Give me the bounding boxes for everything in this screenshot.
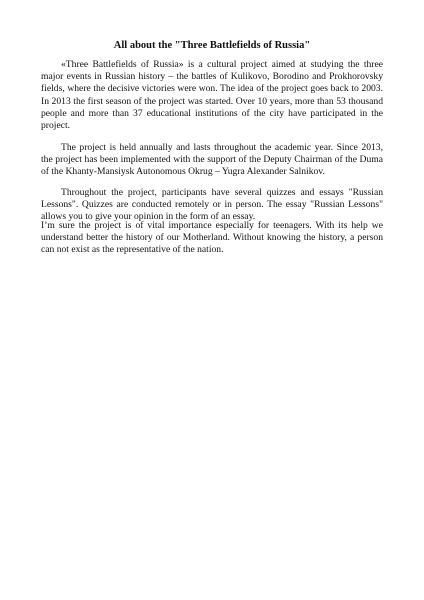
paragraph-project-intro: «Three Battlefields of Russia» is a cultural project aimed at studying the three major events in Russian history – the battles of Kulikovo, Borodino and Prokhorovsky fields, where the decisive victories were won. The idea of the project goes back to 2003. In 2013 the first season of the project was started. Over 10 years, more than 53 thousand people and more than 37 educational institutions of the city have participated in the project. — [41, 59, 383, 132]
paragraph-quizzes-essays: Throughout the project, participants have several quizzes and essays "Russian Lessons". Quizzes are conducted remotely or in person. The essay "Russian Lessons" allows you to give your opinion in the form of an essay. — [41, 187, 383, 223]
document-title: All about the "Three Battlefields of Russia" — [113, 40, 311, 51]
paragraph-importance: I’m sure the project is of vital importance especially for teenagers. With its help we understand better the history of our Motherland. Without knowing the history, a person can not exist as the representative of the nation. — [41, 220, 383, 256]
paragraph-annual-project: The project is held annually and lasts throughout the academic year. Since 2013, the project has been implemented with the support of the Deputy Chairman of the Duma of the Khanty-Mansiysk Autonomous Okrug – Yugra Alexander Salnikov. — [41, 142, 383, 178]
